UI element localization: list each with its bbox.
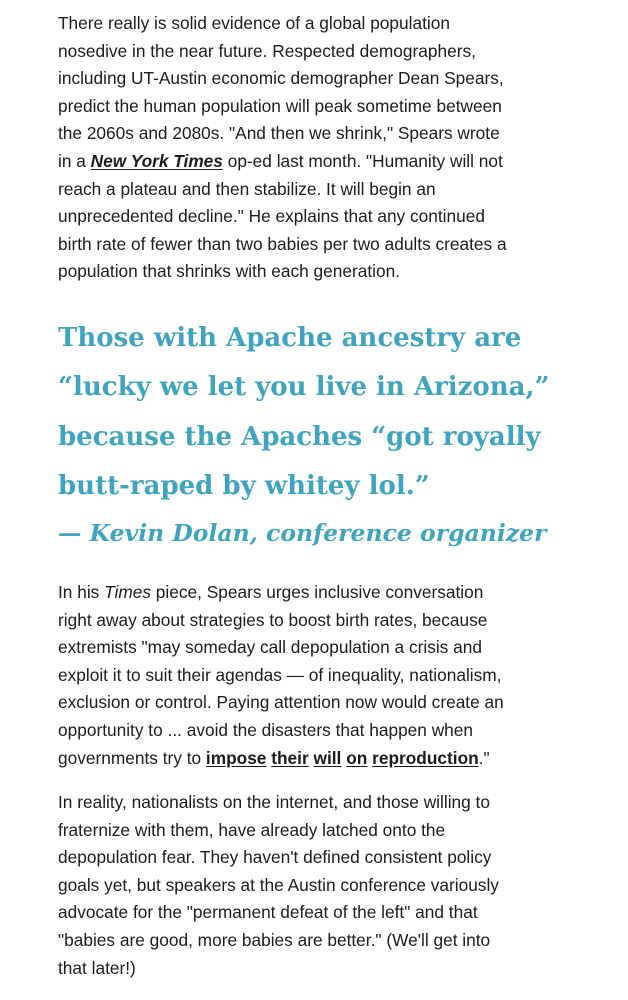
publication-name: Times: [104, 581, 151, 602]
paragraph-text: op-ed last month. "Humanity will not reach a plateau and then stabilize. It will begin an unprecedented decline." He explains that any continued birth rate of fewer than two babies per two adults creates a population that shrinks with each generation.: [58, 150, 507, 282]
on-link[interactable]: on: [346, 747, 368, 768]
paragraph-text: In his: [58, 581, 105, 602]
article-body: [58, 10, 614, 982]
impose-link[interactable]: impose: [205, 747, 267, 768]
paragraph-text: There really is solid evidence of a global population nosedive in the near future. Respected demographers, including UT-Austin economic demographer Dean Spears, predict the human population will peak sometime between the 2060s and 2080s. "And then we shrink," Spears wrote in a: [58, 13, 504, 171]
paragraph-nationalists: In reality, nationalists on the internet, and those willing to fraternize with them, have already latched onto the depopulation fear. They haven't defined consistent policy goals yet, but speakers at the Austin conference variously advocate for the "permanent defeat of the left" and that "babies are good, more babies are better." (We'll get into that later!): [58, 792, 499, 978]
pull-quote-attribution: — Kevin Dolan, conference organizer: [58, 518, 547, 547]
will-link[interactable]: will: [313, 747, 342, 768]
new-york-times-link[interactable]: New York Times: [90, 150, 223, 171]
paragraph-times-piece: [58, 579, 614, 772]
paragraph-text: piece, Spears urges inclusive conversation right away about strategies to boost birth rates, because extremists "may someday call depopulation a crisis and exploit it to suit their agendas — of inequality, nationalism, exclusion or control. Paying attention now would create an opportunity to ... avoid the disasters that happen when governments try to: [58, 581, 504, 768]
their-link[interactable]: their: [271, 747, 309, 768]
pull-quote: Those with Apache ancestry are “lucky we let you live in Arizona,” because the Apaches “got royally butt-raped by whitey lol.”: [58, 322, 550, 502]
reproduction-link[interactable]: reproduction: [372, 747, 479, 768]
paragraph-demographics: [58, 10, 614, 286]
paragraph-text: .": [478, 747, 490, 768]
